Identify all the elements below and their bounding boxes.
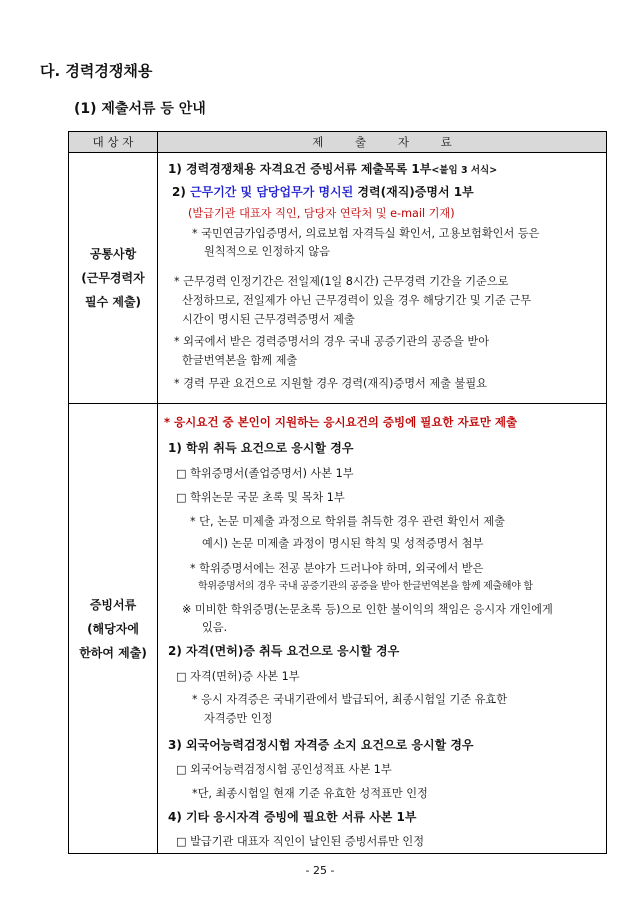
doc-item-text: 1) 경력경쟁채용 자격요건 증빙서류 제출목록 1부 bbox=[168, 162, 432, 176]
note-text: * 경력 무관 요건으로 지원할 경우 경력(재직)증명서 제출 불필요 bbox=[174, 377, 487, 390]
condition-heading: 2) 자격(면허)증 취득 요건으로 응시할 경우 bbox=[168, 644, 400, 658]
category-line: (해당자에 bbox=[87, 621, 139, 636]
checklist-item: □ 외국어능력검정시험 공인성적표 사본 1부 bbox=[176, 763, 392, 776]
note-text: 원칙적으로 인정하지 않음 bbox=[204, 245, 330, 258]
checklist-item: □ 학위논문 국문 초록 및 목차 1부 bbox=[176, 491, 345, 504]
category-line: 공통사항 bbox=[89, 247, 137, 261]
doc-item-text: 경력(재직)증명서 1부 bbox=[353, 185, 474, 199]
condition-heading: 4) 기타 응시자격 증빙에 필요한 서류 사본 1부 bbox=[168, 810, 417, 824]
header-target: 대 상 자 bbox=[69, 132, 158, 153]
doc-item bbox=[172, 183, 474, 200]
category-line: (근무경력자 bbox=[81, 271, 145, 285]
section-title: 다. 경력경쟁채용 bbox=[40, 62, 153, 80]
checklist-item: □ 학위증명서(졸업증명서) 사본 1부 bbox=[176, 467, 354, 480]
doc-item bbox=[168, 160, 497, 177]
note-text: 학위증명서의 경우 국내 공증기관의 공증을 받아 한글번역본을 함께 제출해야 함 bbox=[198, 581, 533, 592]
category-line: 한하여 제출) bbox=[79, 645, 147, 660]
note-text: ※ 미비한 학위증명(논문초록 등)으로 인한 불이익의 책임은 응시자 개인에게 bbox=[182, 603, 553, 616]
note-text: 예시) 논문 미제출 과정이 명시된 학칙 및 성적증명서 첨부 bbox=[202, 537, 484, 550]
note-text: * 외국에서 받은 경력증명서의 경우 국내 공증기관의 공증을 받아 bbox=[174, 335, 490, 348]
note-text: * 학위증명서에는 전공 분야가 드러나야 하며, 외국에서 받은 bbox=[190, 562, 484, 575]
category-cell bbox=[69, 404, 158, 854]
emphasis-text: 근무기간 및 담당업무가 명시된 bbox=[190, 185, 354, 199]
requirement-note: (발급기관 대표자 직인, 담당자 연락처 및 e-mail 기재) bbox=[188, 207, 455, 220]
condition-heading: 1) 학위 취득 요건으로 응시할 경우 bbox=[168, 441, 354, 455]
category-line: 필수 제출) bbox=[84, 295, 142, 309]
documents-cell bbox=[158, 404, 607, 854]
subsection-title: (1) 제출서류 등 안내 bbox=[74, 101, 206, 117]
form-reference: <붙임 3 서식> bbox=[431, 165, 498, 176]
table-row bbox=[69, 153, 607, 404]
category-line: 증빙서류 bbox=[89, 597, 137, 612]
note-text: 있음. bbox=[202, 621, 228, 634]
note-text: 한글번역본을 함께 제출 bbox=[182, 354, 298, 367]
important-note: * 응시요건 중 본인이 지원하는 응시요건의 증빙에 필요한 자료만 제출 bbox=[164, 415, 518, 429]
checklist-item: □ 발급기관 대표자 직인이 날인된 증빙서류만 인정 bbox=[176, 835, 425, 848]
note-text: * 응시 자격증은 국내기관에서 발급되어, 최종시험일 기준 유효한 bbox=[192, 693, 508, 706]
condition-heading: 3) 외국어능력검정시험 자격증 소지 요건으로 응시할 경우 bbox=[168, 738, 474, 752]
note-text: * 근무경력 인정기간은 전일제(1일 8시간) 근무경력 기간을 기준으로 bbox=[174, 275, 509, 288]
documents-table bbox=[68, 131, 607, 854]
category-cell bbox=[69, 153, 158, 404]
table-header-row bbox=[69, 132, 607, 153]
table-row bbox=[69, 404, 607, 854]
header-documents-label: 제 출 자 료 bbox=[312, 135, 452, 149]
note-text: *단, 최종시험일 현재 기준 유효한 성적표만 인정 bbox=[192, 787, 428, 800]
note-text: 산정하므로, 전일제가 아닌 근무경력이 있을 경우 해당기간 및 기준 근무 bbox=[182, 294, 531, 307]
header-documents bbox=[158, 132, 607, 153]
note-text: 자격증만 인정 bbox=[204, 712, 273, 725]
checklist-item: □ 자격(면허)증 사본 1부 bbox=[176, 670, 300, 683]
note-text: 시간이 명시된 근무경력증명서 제출 bbox=[182, 313, 355, 326]
note-text: * 국민연금가입증명서, 의료보험 자격득실 확인서, 고용보험확인서 등은 bbox=[192, 227, 540, 240]
doc-item-number: 2) bbox=[172, 185, 191, 199]
documents-cell bbox=[158, 153, 607, 404]
page-number: - 25 - bbox=[305, 864, 335, 877]
note-text: * 단, 논문 미제출 과정으로 학위를 취득한 경우 관련 확인서 제출 bbox=[190, 515, 505, 528]
